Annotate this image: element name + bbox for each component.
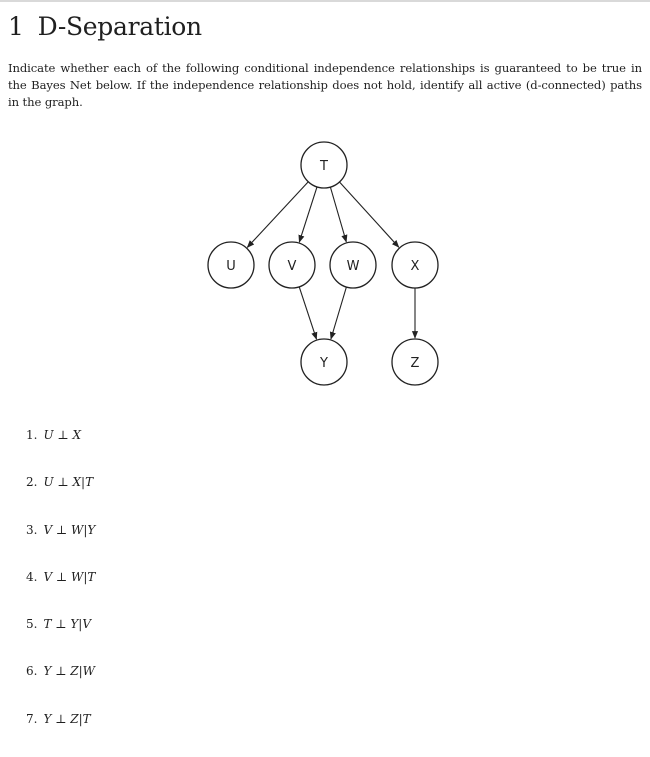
node-v [269,242,315,288]
question-number: 7. [26,711,38,726]
question-item [26,473,95,520]
edge-w-y [331,287,347,339]
node-label: U [226,259,236,274]
node-u [208,242,254,288]
question-expression: V ⊥ W|Y [43,522,96,537]
node-label: W [346,259,360,274]
question-item [26,521,95,568]
node-label: Z [410,356,420,371]
node-label: T [320,159,328,174]
question-item [26,426,95,473]
edge-t-v [299,187,317,242]
question-number: 6. [26,664,38,679]
section-title-text: D-Separation [37,12,202,41]
question-expression: Y ⊥ Z|T [43,711,91,726]
edge-t-x [340,182,399,247]
question-number: 3. [26,522,38,537]
question-item [26,662,95,709]
question-item [26,710,95,757]
edge-t-w [330,187,346,242]
question-item [26,615,95,662]
question-expression: V ⊥ W|T [43,569,96,584]
intro-paragraph: Indicate whether each of the following conditional independence relationships is guaranteed to be true in the Bayes Net below. If the independence relationship does not hold, identify all active (d-connected) paths in the graph. [8,61,642,109]
node-w [330,242,376,288]
node-y [301,339,347,385]
edge-v-y [299,287,316,339]
node-label: Y [320,356,328,371]
section-number: 1 [8,12,24,41]
question-number: 1. [26,428,38,442]
question-item [26,568,95,615]
question-expression: T ⊥ Y|V [43,617,92,632]
question-number: 4. [26,569,38,584]
node-label: V [287,259,297,274]
node-z [392,339,438,385]
question-number: 5. [26,617,38,632]
question-list [26,426,95,757]
question-expression: U ⊥ X [43,428,82,442]
node-x [392,242,438,288]
node-t [301,142,347,188]
question-number: 2. [26,475,38,490]
node-label: X [410,259,420,274]
question-expression: Y ⊥ Z|W [43,664,96,679]
edge-t-u [247,182,308,248]
question-expression: U ⊥ X|T [43,475,94,490]
